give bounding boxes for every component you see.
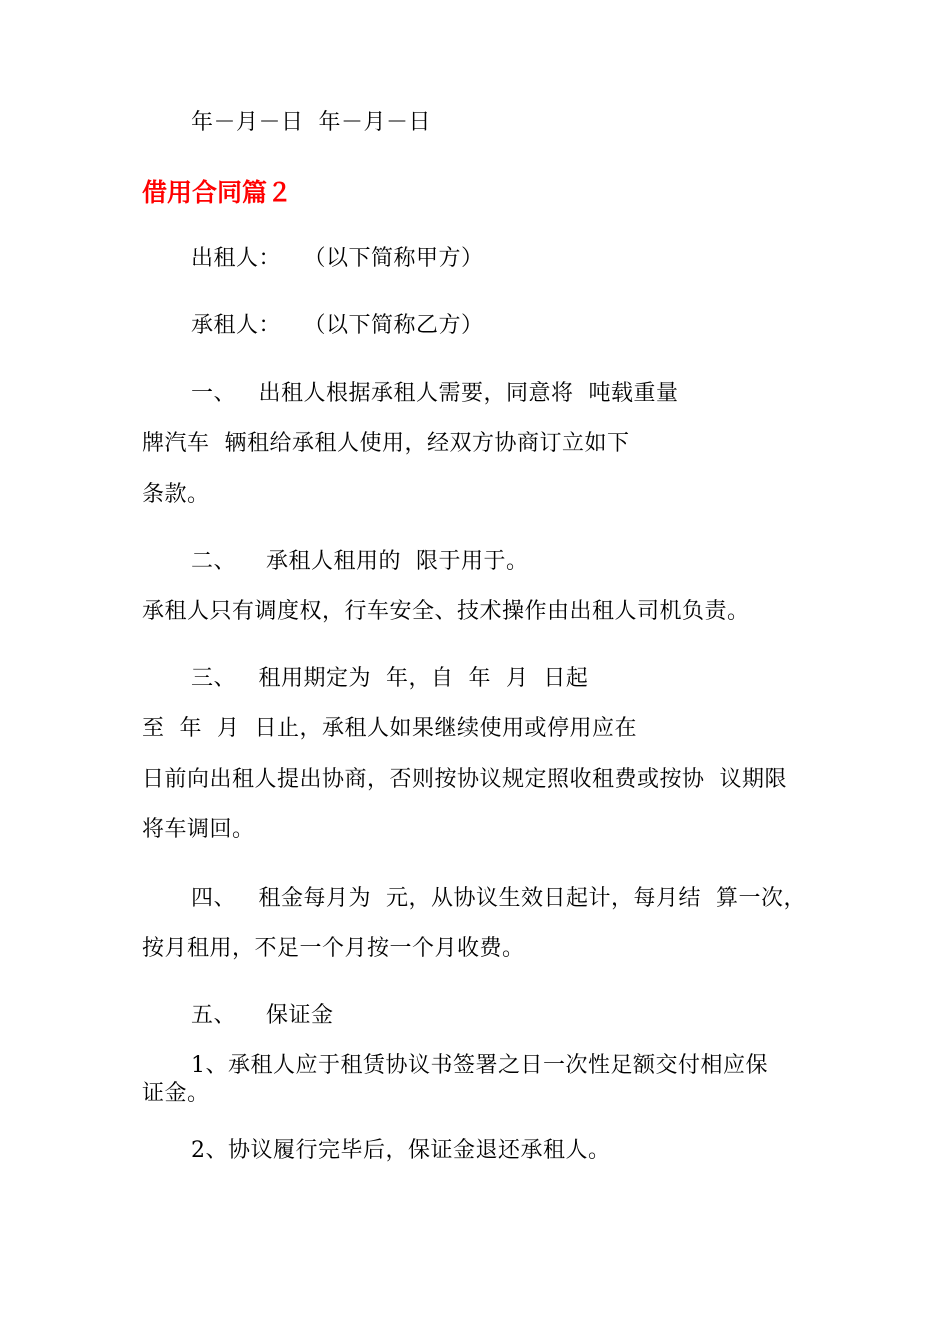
clause-1-line-1: 一、 出租人根据承租人需要，同意将 吨载重量: [191, 381, 679, 406]
clause-4-line-1: 四、 租金每月为 元，从协议生效日起计，每月结 算一次，: [191, 886, 806, 911]
clause-2-line-2: 承租人只有调度权，行车安全、技术操作由出租人司机负责。: [142, 599, 750, 624]
lessee-line: 承租人： （以下简称乙方）: [191, 313, 484, 338]
clause-3-line-4: 将车调回。: [142, 817, 255, 842]
clause-5-item-1-line-2: 证金。: [142, 1081, 210, 1106]
clause-1-line-3: 条款。: [142, 482, 210, 507]
date-line: 年－月－日 年－月－日: [191, 110, 431, 135]
section-heading: 借用合同篇２: [142, 178, 293, 207]
clause-1-line-2: 牌汽车 辆租给承租人使用，经双方协商订立如下: [142, 431, 630, 456]
clause-3-line-2: 至 年 月 日止，承租人如果继续使用或停用应在: [142, 716, 637, 741]
clause-3-line-3: 日前向出租人提出协商，否则按协议规定照收租费或按协 议期限: [142, 767, 787, 792]
clause-2-line-1: 二、 承租人租用的 限于用于。: [191, 549, 529, 574]
lessor-line: 出租人： （以下简称甲方）: [191, 246, 484, 271]
clause-5-item-2: 2、协议履行完毕后，保证金退还承租人。: [191, 1138, 611, 1163]
clause-5-item-1-line-1: 1、承租人应于租赁协议书签署之日一次性足额交付相应保: [191, 1053, 768, 1078]
clause-4-line-2: 按月租用，不足一个月按一个月收费。: [142, 936, 525, 961]
clause-3-line-1: 三、 租用期定为 年，自 年 月 日起: [191, 666, 589, 691]
clause-5-title: 五、 保证金: [191, 1003, 334, 1028]
